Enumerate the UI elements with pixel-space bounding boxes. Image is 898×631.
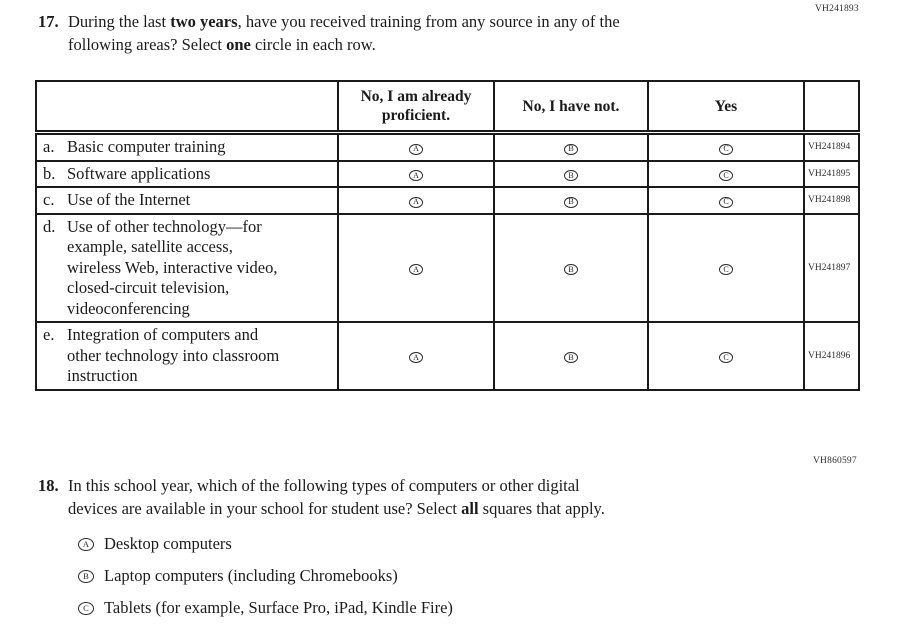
- option-circle-b[interactable]: B: [564, 264, 578, 275]
- row-label-c: c. Use of the Internet: [36, 187, 338, 214]
- column-header-yes: Yes: [648, 81, 804, 133]
- answer-cell: [338, 161, 494, 188]
- question-18-line1: In this school year, which of the following types of computers or other digital: [68, 476, 580, 495]
- option-tablets[interactable]: [78, 597, 453, 619]
- row-accession-code: VH241897: [804, 214, 859, 323]
- option-circle-b[interactable]: B: [564, 197, 578, 208]
- question-18-line2: devices are available in your school for student use? Select all squares that apply.: [68, 498, 605, 518]
- row-label-d: d. Use of other technology—for example, satellite access, wireless Web, interactive video, closed-circuit television, videoconferencing: [36, 214, 338, 323]
- question-18-text: [68, 475, 605, 520]
- table-row: [36, 133, 859, 161]
- table-header-row: [36, 81, 859, 133]
- row-accession-code: VH241894: [804, 133, 859, 161]
- option-circle-c[interactable]: C: [719, 197, 733, 208]
- table-row: [36, 322, 859, 390]
- question-17-text: [68, 11, 620, 56]
- table-row: [36, 161, 859, 188]
- option-label: Laptop computers (including Chromebooks): [104, 566, 398, 585]
- option-desktop-computers[interactable]: [78, 533, 453, 555]
- answer-cell: [648, 214, 804, 323]
- answer-cell: [648, 161, 804, 188]
- answer-cell: [494, 133, 648, 161]
- question-17-number: 17.: [38, 12, 59, 31]
- q18-options-list: [78, 533, 453, 629]
- answer-cell: [648, 133, 804, 161]
- answer-cell: [338, 187, 494, 214]
- question-17-line1: During the last two years, have you received training from any source in any of the: [68, 12, 620, 31]
- option-circle-a[interactable]: A: [409, 264, 423, 275]
- answer-cell: [494, 322, 648, 390]
- column-header-have-not: No, I have not.: [494, 81, 648, 133]
- answer-cell: [494, 214, 648, 323]
- question-17: [38, 11, 778, 56]
- row-accession-code: VH241895: [804, 161, 859, 188]
- answer-cell: [338, 322, 494, 390]
- option-laptop-computers[interactable]: [78, 565, 453, 587]
- answer-cell: [648, 187, 804, 214]
- option-circle-a[interactable]: A: [409, 144, 423, 155]
- answer-cell: [494, 161, 648, 188]
- answer-cell: [648, 322, 804, 390]
- answer-cell: [494, 187, 648, 214]
- option-label: Tablets (for example, Surface Pro, iPad, Kindle Fire): [104, 598, 453, 617]
- option-circle-b[interactable]: B: [564, 170, 578, 181]
- option-circle-c[interactable]: C: [719, 144, 733, 155]
- option-circle-c[interactable]: C: [719, 170, 733, 181]
- table-row: [36, 214, 859, 323]
- option-circle-a[interactable]: A: [409, 170, 423, 181]
- q17-accession-code: VH241893: [815, 4, 859, 14]
- option-circle-b[interactable]: B: [78, 570, 94, 583]
- column-header-blank: [36, 81, 338, 133]
- question-18: [38, 475, 778, 520]
- row-accession-code: VH241898: [804, 187, 859, 214]
- row-label-e: e. Integration of computers and other technology into classroom instruction: [36, 322, 338, 390]
- option-label: Desktop computers: [104, 534, 232, 553]
- question-18-number: 18.: [38, 476, 59, 495]
- answer-cell: [338, 214, 494, 323]
- q18-accession-code: VH860597: [813, 456, 857, 466]
- question-17-line2: following areas? Select one circle in each row.: [68, 34, 376, 54]
- column-header-already-proficient: No, I am already proficient.: [338, 81, 494, 133]
- option-circle-a[interactable]: A: [409, 352, 423, 363]
- row-label-b: b. Software applications: [36, 161, 338, 188]
- option-circle-c[interactable]: C: [719, 264, 733, 275]
- table-row: [36, 187, 859, 214]
- answer-cell: [338, 133, 494, 161]
- row-label-a: a. Basic computer training: [36, 133, 338, 161]
- option-circle-c[interactable]: C: [719, 352, 733, 363]
- option-circle-a[interactable]: A: [78, 538, 94, 551]
- column-header-code-blank: [804, 81, 859, 133]
- option-circle-b[interactable]: B: [564, 352, 578, 363]
- option-circle-c[interactable]: C: [78, 602, 94, 615]
- q17-response-table: [35, 80, 860, 391]
- option-circle-a[interactable]: A: [409, 197, 423, 208]
- option-circle-b[interactable]: B: [564, 144, 578, 155]
- row-accession-code: VH241896: [804, 322, 859, 390]
